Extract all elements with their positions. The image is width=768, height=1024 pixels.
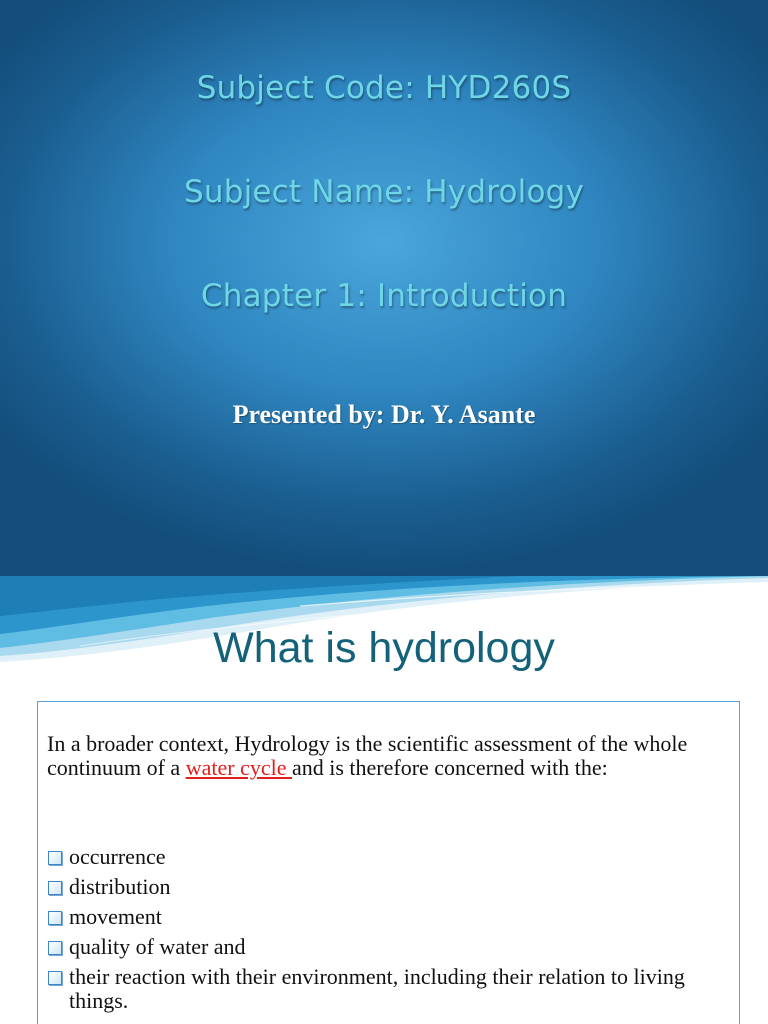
- presenter: Presented by: Dr. Y. Asante: [232, 400, 536, 429]
- chapter-title: Chapter 1: Introduction: [200, 278, 568, 314]
- list-item: [47, 875, 737, 905]
- intro-text-end: and is therefore concerned with the:: [291, 755, 608, 780]
- slide-title: What is hydrology: [213, 624, 555, 672]
- list-item: [47, 935, 737, 965]
- content-box: [37, 701, 740, 1024]
- list-item: [47, 965, 737, 1024]
- list-item: [47, 905, 737, 935]
- bullet-text: movement: [69, 904, 162, 929]
- subject-code: Subject Code: HYD260S: [196, 70, 572, 106]
- content-slide: [0, 576, 768, 1024]
- checkbox-bullet-icon: [48, 971, 62, 985]
- bullet-text: distribution: [69, 874, 171, 899]
- checkbox-bullet-icon: [48, 851, 62, 865]
- bullet-text: their reaction with their environment, including their relation to living things.: [69, 964, 685, 1013]
- subject-name: Subject Name: Hydrology: [183, 174, 585, 210]
- water-cycle-link[interactable]: water cycle: [185, 755, 292, 780]
- checkbox-bullet-icon: [48, 941, 62, 955]
- checkbox-bullet-icon: [48, 911, 62, 925]
- list-item: [47, 845, 737, 875]
- checkbox-bullet-icon: [48, 881, 62, 895]
- bullet-text: occurrence: [69, 844, 166, 869]
- intro-text: In a broader context, Hydrology is the scientific assessment of the whole continuum of a: [47, 731, 688, 780]
- bullet-list: [47, 845, 737, 1024]
- intro-paragraph: [47, 732, 737, 780]
- bullet-text: quality of water and: [69, 934, 246, 959]
